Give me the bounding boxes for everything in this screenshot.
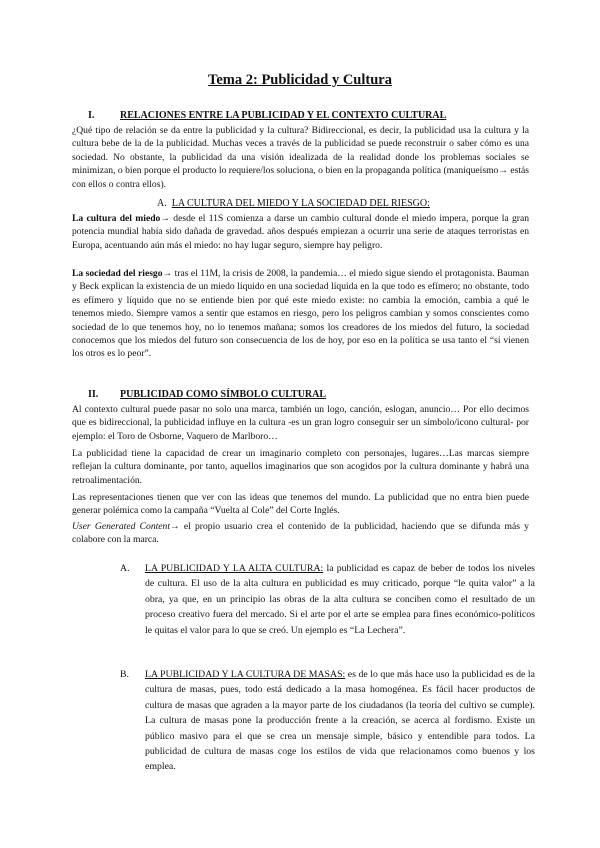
- list-item-b-body: [145, 667, 535, 775]
- miedo-paragraph: [72, 212, 529, 252]
- subsection-a-letter: A.: [157, 198, 167, 209]
- miedo-term: La cultura del miedo: [72, 213, 161, 224]
- section-2-title: PUBLICIDAD COMO SÍMBOLO CULTURAL: [120, 389, 327, 400]
- section-1-intro: ¿Qué tipo de relación se da entre la publicidad y la cultura? Bidireccional, es decir, la publicidad usa la cultura y la cultura bebe de la de la publicidad. Muchas veces a través de la publicidad se puede reconstruir o saber cómo es una sociedad. No obstante, la publicidad da una visión idealizada de la realidad donde los problemas sociales se minimizan, o bien porque el producto lo requiere/los soluciona, o bien en la propaganda política (maniqueísmo→ estás con ellos o contra ellos).: [72, 125, 529, 190]
- miedo-text: → desde el 11S comienza a darse un cambio cultural donde el miedo impera, porque la gran potencia mundial había sido dañada de gravedad. años después empiezan a ocurrir una serie de ataques terroristas en Europa, acentuando aún más el miedo: no hay lugar seguro, siempre hay peligro.: [72, 213, 529, 251]
- list-item-a-heading: LA PUBLICIDAD Y LA ALTA CULTURA:: [145, 563, 324, 574]
- riesgo-paragraph: [72, 267, 529, 361]
- section-2-paragraph-3: Las representaciones tienen que ver con las ideas que tenemos del mundo. La publicidad que no entra bien puede generar polémica como la campaña “Vuelta al Cole” del Corte Inglés.: [72, 492, 529, 517]
- section-2-number: II.: [88, 389, 99, 400]
- list-item-a-body: [145, 561, 535, 638]
- section-2-heading: [88, 389, 326, 400]
- riesgo-text: → tras el 11M, la crisis de 2008, la pandemia… el miedo sigue siendo el protagonista. Bauman y Beck explican la existencia de un miedo líquido en una sociedad líquida en la que todo es efímero; no obstante, todo es efímero y líquido que no se entiende bien por qué este miedo existe: no cambia la emoción, cambia a qué le tenemos miedo. Siempre vamos a sentir que estamos en riesgo, pero los peligros cambian y somos conscientes como sociedad de lo que tenemos hoy, no lo tenemos mañana; somos los creadores de los miedos del futuro, la sociedad conocemos que los miedos del futuro son consecuencia de los de hoy, por eso en la política se usa tanto el “si vienen los otros es lo peor”.: [72, 268, 529, 360]
- section-1-number: I.: [88, 110, 95, 121]
- list-item-b-letter: B.: [120, 669, 129, 680]
- section-1-heading: [88, 110, 446, 121]
- list-item-b-heading: LA PUBLICIDAD Y LA CULTURA DE MASAS:: [145, 669, 346, 680]
- section-2-paragraph-2: La publicidad tiene la capacidad de crear un imaginario completo con personajes, lugares…Las marcas siempre reflejan la cultura dominante, por tanto, aquellos imaginarios que son acogidos por la cultura dominante y habrá una retroalimentación.: [72, 448, 529, 486]
- ugc-term: User Generated Content: [72, 521, 170, 532]
- subsection-a-heading: [157, 198, 430, 209]
- riesgo-term: La sociedad del riesgo: [72, 268, 163, 279]
- list-item-b-text: es de lo que más hace uso la publicidad es de la cultura de masas, pues, todo está dedicado a la masa homogénea. Es fácil hacer productos de cultura de masas que agraden a la mayor parte de los ciudadanos (la teoría del cultivo se cumple). La cultura de masas pone la producción frente a la creación, se acerca al fordismo. Existe un público masivo para el que se crea un mensaje simple, básico y entendible para todos. La publicidad de cultura de masas coge los estilos de vida que relacionamos como buenos y los emplea.: [145, 669, 535, 773]
- list-item-a-letter: A.: [120, 563, 130, 574]
- ugc-paragraph: [72, 520, 529, 547]
- subsection-a-title: LA CULTURA DEL MIEDO Y LA SOCIEDAD DEL RIESGO:: [171, 198, 430, 209]
- ugc-text: → el propio usuario crea el contenido de la publicidad, haciendo que se difunda más y colabore con la marca.: [72, 521, 529, 546]
- page-title: Tema 2: Publicidad y Cultura: [208, 72, 392, 88]
- section-1-title: RELACIONES ENTRE LA PUBLICIDAD Y EL CONTEXTO CULTURAL: [120, 110, 447, 121]
- section-2-paragraph-1: Al contexto cultural puede pasar no solo una marca, también un logo, canción, eslogan, anuncio… Por ello decimos que es bidireccional, la publicidad influye en la cultura -es un gran logro conseguir ser un símbolo/icono cultural- por ejemplo: el Toro de Osborne, Vaquero de Marlboro…: [72, 404, 529, 442]
- list-item-a-text: la publicidad es capaz de beber de todos los niveles de cultura. El uso de la alta cultura en publicidad es muy criticado, porque “le quita valor” a la obra, ya que, en un principio las obras de la alta cultura se conciben como el resultado de un proceso creativo fuera del mercado. Si el arte por el arte se emplea para fines económico-políticos le quitas el valor para lo que se creó. Un ejemplo es “La Lechera”.: [145, 563, 535, 636]
